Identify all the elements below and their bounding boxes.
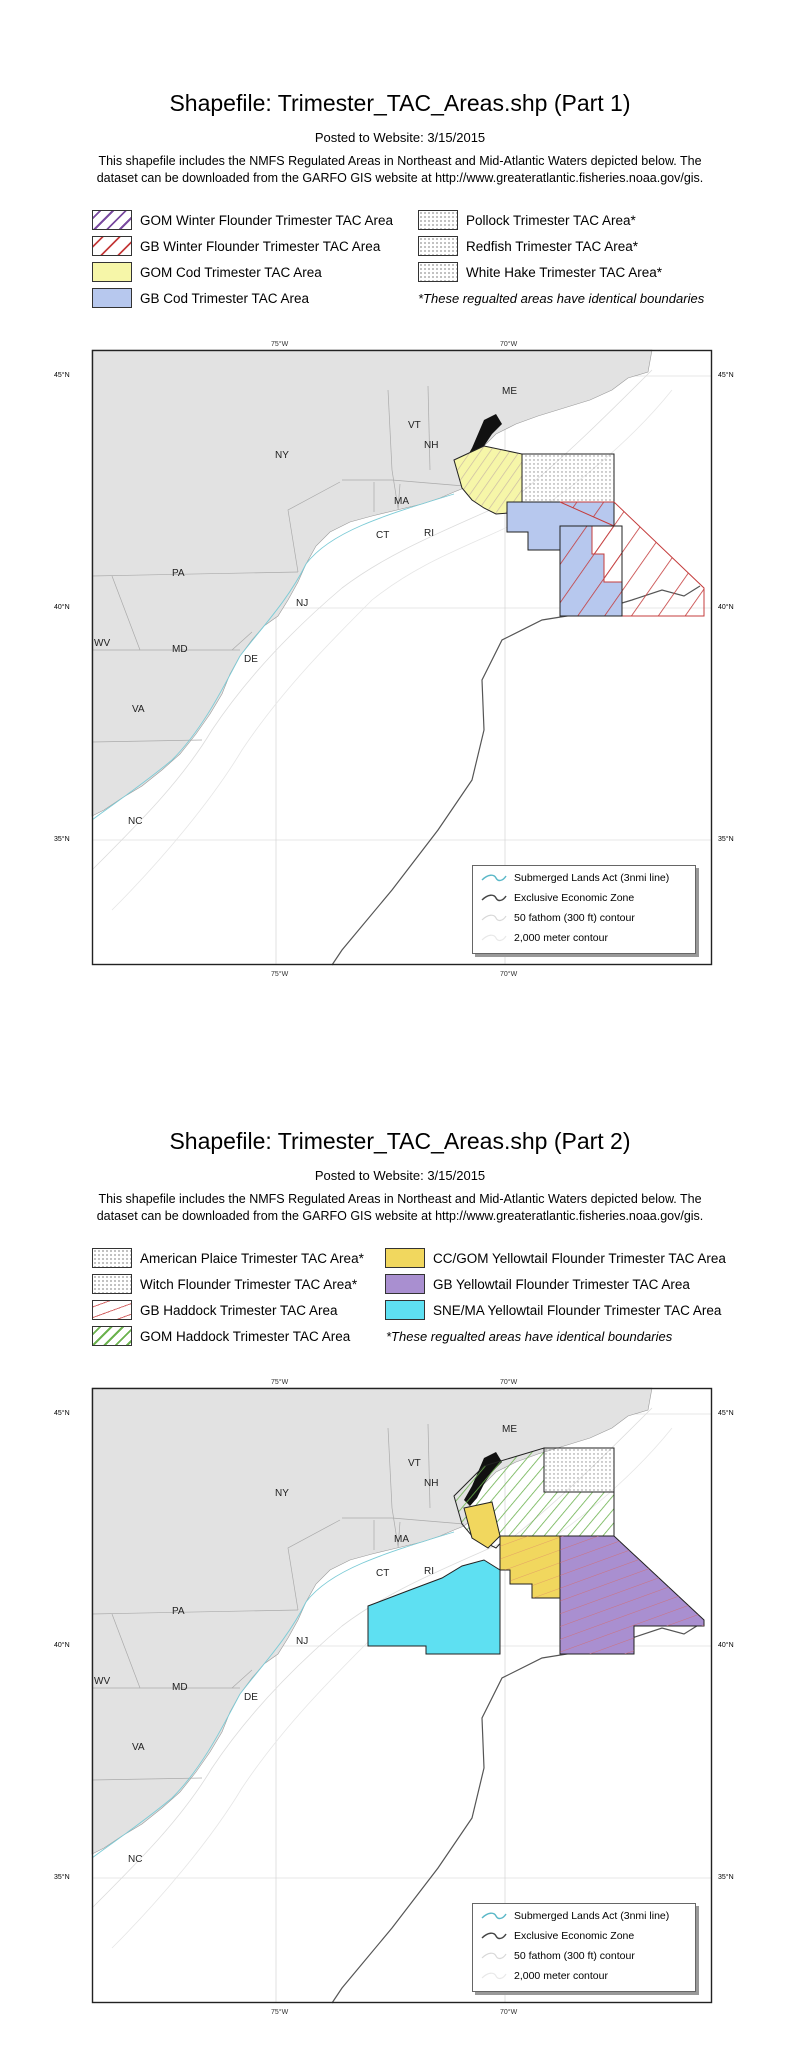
tick-label: 35°N [718, 836, 734, 843]
identical-boundaries-note: *These regualted areas have identical boundaries [386, 1329, 673, 1344]
map-legend-row [481, 1930, 634, 1942]
tick-label: 40°N [54, 604, 70, 611]
tick-label: 45°N [54, 1410, 70, 1417]
state-label: CT [376, 1568, 390, 1579]
legend-label: GB Cod Trimester TAC Area [140, 290, 310, 306]
map-line-legend [472, 865, 696, 954]
dotted-swatch-icon [418, 210, 458, 230]
legend-item-american-plaice [92, 1248, 364, 1268]
legend-label: SNE/MA Yellowtail Flounder Trimester TAC Area [433, 1302, 722, 1318]
legend-label: GOM Winter Flounder Trimester TAC Area [140, 212, 394, 228]
state-label: NH [424, 440, 439, 451]
solid-purple-swatch-icon [385, 1274, 425, 1294]
legend-label: GB Winter Flounder Trimester TAC Area [140, 238, 381, 254]
state-label: NJ [296, 598, 309, 609]
panel-title: Shapefile: Trimester_TAC_Areas.shp (Part 1) [169, 90, 631, 116]
legend-label: CC/GOM Yellowtail Flounder Trimester TAC Area [433, 1250, 726, 1266]
tick-label: 70°W [500, 971, 518, 978]
map-legend-row [481, 892, 634, 904]
posted-date: Posted to Website: 3/15/2015 [314, 1168, 486, 1183]
legend-item-pollock [418, 210, 636, 230]
map-frame [54, 341, 734, 978]
state-label: PA [172, 568, 185, 579]
tick-label: 75°W [271, 971, 289, 978]
dotted-swatch-icon [92, 1248, 132, 1268]
state-label: WV [94, 638, 111, 649]
legend-item-gb-cod [92, 288, 309, 308]
state-label: NC [128, 816, 143, 827]
legend-item-gom-winter-flounder [92, 210, 393, 230]
tick-label: 35°N [718, 1874, 734, 1881]
dotted-swatch-icon [418, 236, 458, 256]
state-label: NH [424, 1478, 439, 1489]
identical-boundaries-note: *These regualted areas have identical boundaries [418, 291, 705, 306]
map-legend-row [481, 872, 669, 884]
hatch-red-swatch-icon [92, 236, 132, 256]
tick-label: 70°W [500, 341, 518, 348]
dotted-swatch-icon [418, 262, 458, 282]
state-label: NY [275, 1488, 289, 1499]
map-frame [54, 1379, 734, 2016]
state-label: CT [376, 530, 390, 541]
tick-label: 35°N [54, 1874, 70, 1881]
state-label: VA [132, 1742, 145, 1753]
legend-label: GB Haddock Trimester TAC Area [140, 1302, 338, 1318]
state-label: RI [424, 1566, 434, 1577]
map-legend-label: Submerged Lands Act (3nmi line) [514, 872, 670, 884]
state-label: PA [172, 1606, 185, 1617]
tick-label: 70°W [500, 2009, 518, 2016]
legend-label: Redfish Trimester TAC Area* [466, 238, 639, 254]
map-legend-label: 50 fathom (300 ft) contour [514, 1950, 635, 1962]
state-label: ME [502, 386, 517, 397]
legend-item-cc-gom-yellowtail [385, 1248, 726, 1268]
map-legend-label: Exclusive Economic Zone [514, 892, 635, 904]
solid-blue-swatch-icon [92, 288, 132, 308]
tick-label: 70°W [500, 1379, 518, 1386]
map-legend-row [481, 1970, 608, 1982]
state-label: VT [408, 1458, 421, 1469]
map-legend-row [481, 932, 608, 944]
legend-label: Witch Flounder Trimester TAC Area* [140, 1276, 358, 1292]
legend-item-white-hake [418, 262, 662, 282]
map-panel-part-1 [0, 0, 800, 1035]
dotted-swatch-icon [92, 1274, 132, 1294]
legend-item-gb-winter-flounder [92, 236, 380, 256]
map-legend-label: 2,000 meter contour [514, 1970, 608, 1982]
tick-label: 40°N [718, 1642, 734, 1649]
state-label: MD [172, 1682, 188, 1693]
wave-dark-icon [481, 893, 507, 903]
posted-date: Posted to Website: 3/15/2015 [314, 130, 486, 145]
legend-item-gb-haddock [92, 1300, 338, 1320]
tick-label: 35°N [54, 836, 70, 843]
legend-item-witch-flounder [92, 1274, 357, 1294]
legend-label: White Hake Trimester TAC Area* [466, 264, 663, 280]
wave-light-icon [481, 913, 507, 923]
wave-dark-icon [481, 1931, 507, 1941]
description-line: dataset can be downloaded from the GARFO GIS website at http://www.greateratlantic.fisheries.noaa.gov/gis. [96, 1209, 704, 1223]
tick-label: 45°N [718, 372, 734, 379]
legend-item-redfish [418, 236, 638, 256]
hatch-red-light-swatch-icon [92, 1300, 132, 1320]
map-legend-label: Submerged Lands Act (3nmi line) [514, 1910, 670, 1922]
american-plaice-witch-flounder-area [544, 1448, 614, 1492]
legend-item-gom-haddock [92, 1326, 350, 1346]
hatch-green-swatch-icon [92, 1326, 132, 1346]
solid-gold-swatch-icon [385, 1248, 425, 1268]
map-line-legend [472, 1903, 696, 1992]
state-label: NY [275, 450, 289, 461]
legend-label: American Plaice Trimester TAC Area* [140, 1250, 364, 1266]
legend-item-gb-yellowtail [385, 1274, 690, 1294]
tick-label: 40°N [718, 604, 734, 611]
legend-label: Pollock Trimester TAC Area* [466, 212, 636, 228]
map-panel-part-2 [0, 1035, 800, 2071]
description [40, 1191, 760, 1225]
state-label: RI [424, 528, 434, 539]
tick-label: 45°N [54, 372, 70, 379]
map-legend-row [481, 1910, 669, 1922]
state-label: NJ [296, 1636, 309, 1647]
state-label: ME [502, 1424, 517, 1435]
map-legend-label: 50 fathom (300 ft) contour [514, 912, 635, 924]
map-legend-row [481, 912, 635, 924]
map-legend-row [481, 1950, 635, 1962]
state-label: MD [172, 644, 188, 655]
tick-label: 75°W [271, 1379, 289, 1386]
description-line: This shapefile includes the NMFS Regulated Areas in Northeast and Mid-Atlantic Waters depicted below. The [98, 154, 702, 168]
state-label: VA [132, 704, 145, 715]
wave-lighter-icon [481, 933, 507, 943]
tick-label: 75°W [271, 341, 289, 348]
tick-label: 40°N [54, 1642, 70, 1649]
gb-cod-hatch-overlay [560, 526, 622, 616]
state-label: MA [394, 1534, 409, 1545]
tick-label: 75°W [271, 2009, 289, 2016]
state-label: DE [244, 654, 258, 665]
description [40, 153, 760, 187]
hatch-purple-swatch-icon [92, 210, 132, 230]
legend-item-gom-cod [92, 262, 322, 282]
legend-label: GOM Haddock Trimester TAC Area [140, 1328, 351, 1344]
legend-item-sne-ma-yellowtail [385, 1300, 721, 1320]
state-label: WV [94, 1676, 111, 1687]
description-line: This shapefile includes the NMFS Regulated Areas in Northeast and Mid-Atlantic Waters depicted below. The [98, 1192, 702, 1206]
legend-label: GOM Cod Trimester TAC Area [140, 264, 322, 280]
map-legend-label: 2,000 meter contour [514, 932, 608, 944]
wave-light-icon [481, 1951, 507, 1961]
state-label: MA [394, 496, 409, 507]
solid-yellow-swatch-icon [92, 262, 132, 282]
tick-label: 45°N [718, 1410, 734, 1417]
wave-cyan-icon [481, 1911, 507, 1921]
description-line: dataset can be downloaded from the GARFO GIS website at http://www.greateratlantic.fisheries.noaa.gov/gis. [96, 171, 704, 185]
wave-lighter-icon [481, 1971, 507, 1981]
legend-label: GB Yellowtail Flounder Trimester TAC Area [433, 1276, 690, 1292]
state-label: VT [408, 420, 421, 431]
wave-cyan-icon [481, 873, 507, 883]
panel-title: Shapefile: Trimester_TAC_Areas.shp (Part 2) [169, 1128, 631, 1154]
map-legend-label: Exclusive Economic Zone [514, 1930, 635, 1942]
solid-cyan-swatch-icon [385, 1300, 425, 1320]
state-label: DE [244, 1692, 258, 1703]
state-label: NC [128, 1854, 143, 1865]
